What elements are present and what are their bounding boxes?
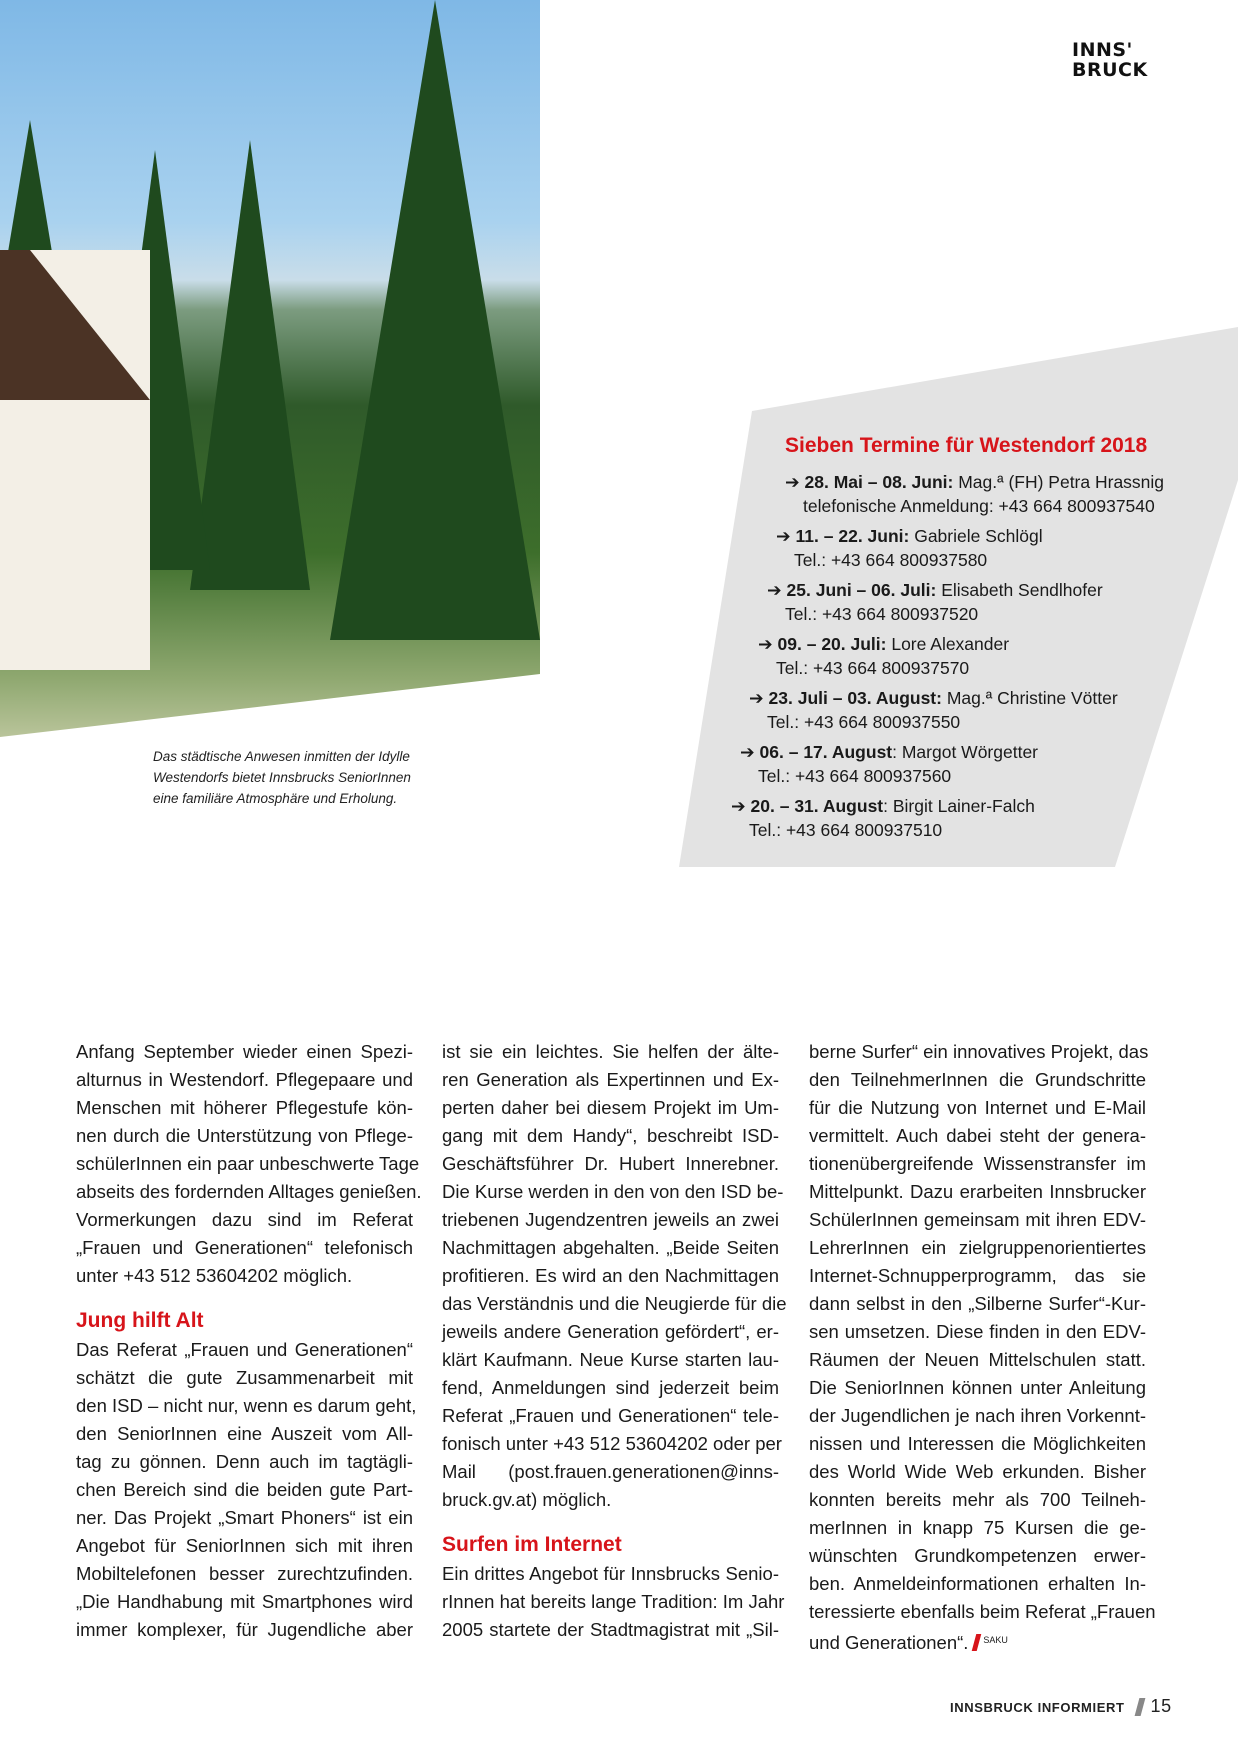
line-text: Menschen mit höherer Pflegestufe kön- [76,1097,413,1118]
line-text: tionenübergreifende Wissenstransfer im [809,1153,1146,1174]
line-text: triebenen Jugendzentren jeweils an zwei [442,1209,779,1230]
line-text: profitieren. Es wird an den Nachmittagen [442,1265,779,1286]
line-text: Referat „Frauen und Generationen“ tele- [442,1405,779,1426]
text-line [76,1420,413,1448]
date-entry [776,524,1043,572]
arrow-right-icon: ➔ [731,796,751,816]
contact-phone: Tel.: +43 664 800937560 [758,766,952,786]
date-entry [749,686,1118,734]
line-text: jeweils andere Generation gefördert“, er- [442,1321,779,1342]
text-line [809,1542,1146,1570]
line-text: Räumen der Neuen Mittelschulen statt. [809,1349,1146,1370]
line-text: und Generationen“. [809,1632,969,1653]
text-line [76,1234,413,1262]
line-text: des World Wide Web erkunden. Bisher [809,1461,1146,1482]
text-line [442,1206,779,1234]
line-text: den SeniorInnen eine Auszeit vom All- [76,1423,413,1444]
text-line [809,1318,1146,1346]
line-text: abseits des fordernden Alltages genießen. [76,1181,422,1202]
line-text: merInnen in knapp 75 Kursen die ge- [809,1517,1146,1538]
date-range: 06. – 17. August [759,742,893,762]
westendorf-house-photo [0,0,540,737]
caption-line: Westendorfs bietet Innsbrucks SeniorInnen [153,770,411,785]
text-line [809,1262,1146,1290]
text-line [809,1598,1156,1626]
logo-line-1: INNS' [1072,39,1133,61]
arrow-right-icon: ➔ [767,580,787,600]
line-text: ner. Das Projekt „Smart Phoners“ ist ein [76,1507,413,1528]
text-line [809,1374,1146,1402]
text-line [809,1346,1146,1374]
line-text: den TeilnehmerInnen die Grundschritte [809,1069,1146,1090]
date-line [740,740,1038,764]
page-footer [950,1696,1172,1717]
text-line [809,1150,1146,1178]
date-line [731,794,1035,818]
contact-phone: Tel.: +43 664 800937570 [776,658,970,678]
line-text: Vormerkungen dazu sind im Referat [76,1209,413,1230]
line-text: chen Bereich sind die beiden gute Part- [76,1479,413,1500]
line-text: Anfang September wieder einen Spezi- [76,1041,413,1062]
text-line [76,1616,413,1644]
line-text: perten daher bei diesem Projekt im Um- [442,1097,779,1118]
line-text: nen durch die Unterstützung von Pflege- [76,1125,413,1146]
text-line [76,1476,413,1504]
date-entry [740,740,1038,788]
line-text: fend, Anmeldungen sind jederzeit beim [442,1377,779,1398]
line-text: das Verständnis und die Neugierde für die [442,1293,787,1314]
text-line [76,1038,413,1066]
contact-name: : Birgit Lainer-Falch [883,796,1035,816]
contact-name: Gabriele Schlögl [909,526,1043,546]
date-range: 11. – 22. Juni: [795,526,910,546]
text-line [442,1458,779,1486]
text-line [442,1150,779,1178]
line-text: Angebot für SeniorInnen sich mit ihren [76,1535,413,1556]
photo-caption [153,746,411,809]
text-line [442,1616,779,1644]
text-line [442,1346,779,1374]
logo-line-2: BRUCK [1072,59,1148,81]
text-line [442,1318,779,1346]
text-line [76,1448,413,1476]
text-line [76,1122,413,1150]
arrow-right-icon: ➔ [749,688,769,708]
line-text: immer komplexer, für Jugendliche aber [76,1619,413,1640]
arrow-right-icon: ➔ [776,526,796,546]
arrow-right-icon: ➔ [740,742,760,762]
line-text: wünschten Grundkompetenzen erwer- [809,1545,1146,1566]
line-text: Das Referat „Frauen und Generationen“ [76,1339,413,1360]
date-range: 09. – 20. Juli: [777,634,887,654]
text-line [76,1262,413,1290]
contact-name: Mag.ª Christine Vötter [941,688,1118,708]
line-text: alturnus in Westendorf. Pflegepaare und [76,1069,413,1090]
text-line [76,1504,413,1532]
line-text: berne Surfer“ ein innovatives Projekt, das [809,1041,1149,1062]
text-line [809,1402,1146,1430]
line-text: bruck.gv.at) möglich. [442,1489,612,1510]
page-number: 15 [1150,1696,1172,1716]
date-line [776,524,1043,548]
text-column-2 [442,1038,787,1644]
end-mark-icon [972,1634,982,1651]
text-line [809,1514,1146,1542]
text-line [76,1178,422,1206]
caption-line: eine familiäre Atmosphäre und Erholung. [153,791,398,806]
text-line [442,1374,779,1402]
line-text: ren Generation als Expertinnen und Ex- [442,1069,779,1090]
line-text: Geschäftsführer Dr. Hubert Innerebner. [442,1153,779,1174]
contact-name: : Margot Wörgetter [892,742,1039,762]
date-entry [767,578,1103,626]
text-line [809,1038,1149,1066]
date-line [785,470,1164,494]
line-text: ben. Anmeldeinformationen erhalten In- [809,1573,1146,1594]
text-line [809,1178,1146,1206]
text-line [809,1066,1146,1094]
line-text: unter +43 512 53604202 möglich. [76,1265,353,1286]
date-range: 25. Juni – 06. Juli: [786,580,937,600]
footer-divider [1134,1698,1145,1716]
text-column-3 [809,1038,1156,1657]
text-line [442,1402,779,1430]
text-line [809,1430,1146,1458]
line-text: konnten bereits mehr als 700 Teilneh- [809,1489,1146,1510]
line-text: Mittelpunkt. Dazu erarbeiten Innsbrucker [809,1181,1146,1202]
line-text: LehrerInnen ein zielgruppenorientiertes [809,1237,1146,1258]
contact-phone: Tel.: +43 664 800937580 [794,550,988,570]
date-line [767,578,1103,602]
date-range: 20. – 31. August [750,796,884,816]
section-heading: Jung hilft Alt [76,1309,204,1332]
line-text: Mobiltelefonen besser zurechtzufinden. [76,1563,413,1584]
text-line [442,1066,779,1094]
line-text: tag zu gönnen. Denn auch im tagtägli- [76,1451,413,1472]
line-text: teressierte ebenfalls beim Referat „Frauen [809,1601,1156,1622]
text-line [809,1290,1146,1318]
line-text: 2005 startete der Stadtmagistrat mit „Sil- [442,1619,779,1640]
arrow-right-icon: ➔ [785,472,805,492]
date-range: 28. Mai – 08. Juni: [804,472,954,492]
line-text: „Frauen und Generationen“ telefonisch [76,1237,413,1258]
line-text: vermittelt. Auch dabei steht der genera- [809,1125,1146,1146]
text-line [76,1532,413,1560]
footer-label: INNSBRUCK INFORMIERT [950,1700,1125,1715]
line-text: Die SeniorInnen können unter Anleitung [809,1377,1146,1398]
text-line [809,1234,1146,1262]
text-line [442,1094,779,1122]
line-text: schätzt die gute Zusammenarbeit mit [76,1367,413,1388]
line-text: Nachmittagen abgehalten. „Beide Seiten [442,1237,779,1258]
innsbruck-logo [1072,40,1148,80]
line-text: nissen und Interessen die Möglichkeiten [809,1433,1146,1454]
line-text: fonisch unter +43 512 53604202 oder per [442,1433,782,1454]
text-line [809,1458,1146,1486]
date-line [749,686,1118,710]
text-line [76,1588,413,1616]
line-text: Mail (post.frauen.generationen@inns- [442,1461,779,1482]
line-text: „Die Handhabung mit Smartphones wird [76,1591,413,1612]
text-line [442,1486,779,1514]
line-text: Internet-Schnupperprogramm, das sie [809,1265,1146,1286]
line-text: klärt Kaufmann. Neue Kurse starten lau- [442,1349,779,1370]
contact-name: Mag.ª (FH) Petra Hrassnig [953,472,1165,492]
text-line [442,1234,779,1262]
line-text: schülerInnen ein paar unbeschwerte Tage [76,1153,420,1174]
text-line [809,1486,1146,1514]
text-line [442,1178,784,1206]
text-line [442,1290,787,1318]
contact-phone: Tel.: +43 664 800937520 [785,604,979,624]
text-line [809,1570,1146,1598]
line-text: ist sie ein leichtes. Sie helfen der älte- [442,1041,779,1062]
line-text: Die Kurse werden in den von den ISD be- [442,1181,784,1202]
line-text: rInnen hat bereits lange Tradition: Im Jahr [442,1591,785,1612]
line-text: für die Nutzung von Internet und E-Mail [809,1097,1146,1118]
contact-phone: Tel.: +43 664 800937550 [767,712,961,732]
line-text: gang mit dem Handy“, beschreibt ISD- [442,1125,779,1146]
date-entry [758,632,1009,680]
section-heading: Surfen im Internet [442,1533,622,1556]
text-line [809,1094,1146,1122]
date-entry [785,470,1164,518]
text-line [76,1560,413,1588]
text-line [442,1038,779,1066]
text-line [76,1066,413,1094]
contact-name: Lore Alexander [886,634,1010,654]
text-line [442,1560,779,1588]
caption-line: Das städtische Anwesen inmitten der Idylle [153,749,410,764]
line-text: dann selbst in den „Silberne Surfer“-Kur- [809,1293,1146,1314]
contact-phone: Tel.: +43 664 800937510 [749,820,943,840]
text-line [76,1392,417,1420]
arrow-right-icon: ➔ [758,634,778,654]
line-text: der Jugendlichen je nach ihren Vorkennt- [809,1405,1146,1426]
text-line [442,1430,782,1458]
contact-name: Elisabeth Sendlhofer [936,580,1103,600]
text-line [809,1206,1146,1234]
text-line [809,1122,1146,1150]
text-line [76,1206,413,1234]
text-line [442,1262,779,1290]
date-entry [731,794,1035,842]
dates-box-title: Sieben Termine für Westendorf 2018 [785,434,1148,457]
line-text: SchülerInnen gemeinsam mit ihren EDV- [809,1209,1146,1230]
author-initials: SAKU [983,1635,1008,1645]
text-line [76,1364,413,1392]
line-text: sen umsetzen. Diese finden in den EDV- [809,1321,1146,1342]
text-line [442,1122,779,1150]
text-line [76,1336,413,1364]
text-line [76,1150,420,1178]
date-line [758,632,1009,656]
line-text: Ein drittes Angebot für Innsbrucks Senio- [442,1563,779,1584]
date-range: 23. Juli – 03. August: [768,688,942,708]
text-line [76,1094,413,1122]
text-line [809,1626,1146,1657]
contact-phone: telefonische Anmeldung: +43 664 800937540 [803,496,1155,516]
line-text: den ISD – nicht nur, wenn es darum geht, [76,1395,417,1416]
text-column-1 [76,1038,422,1644]
text-line [442,1588,785,1616]
